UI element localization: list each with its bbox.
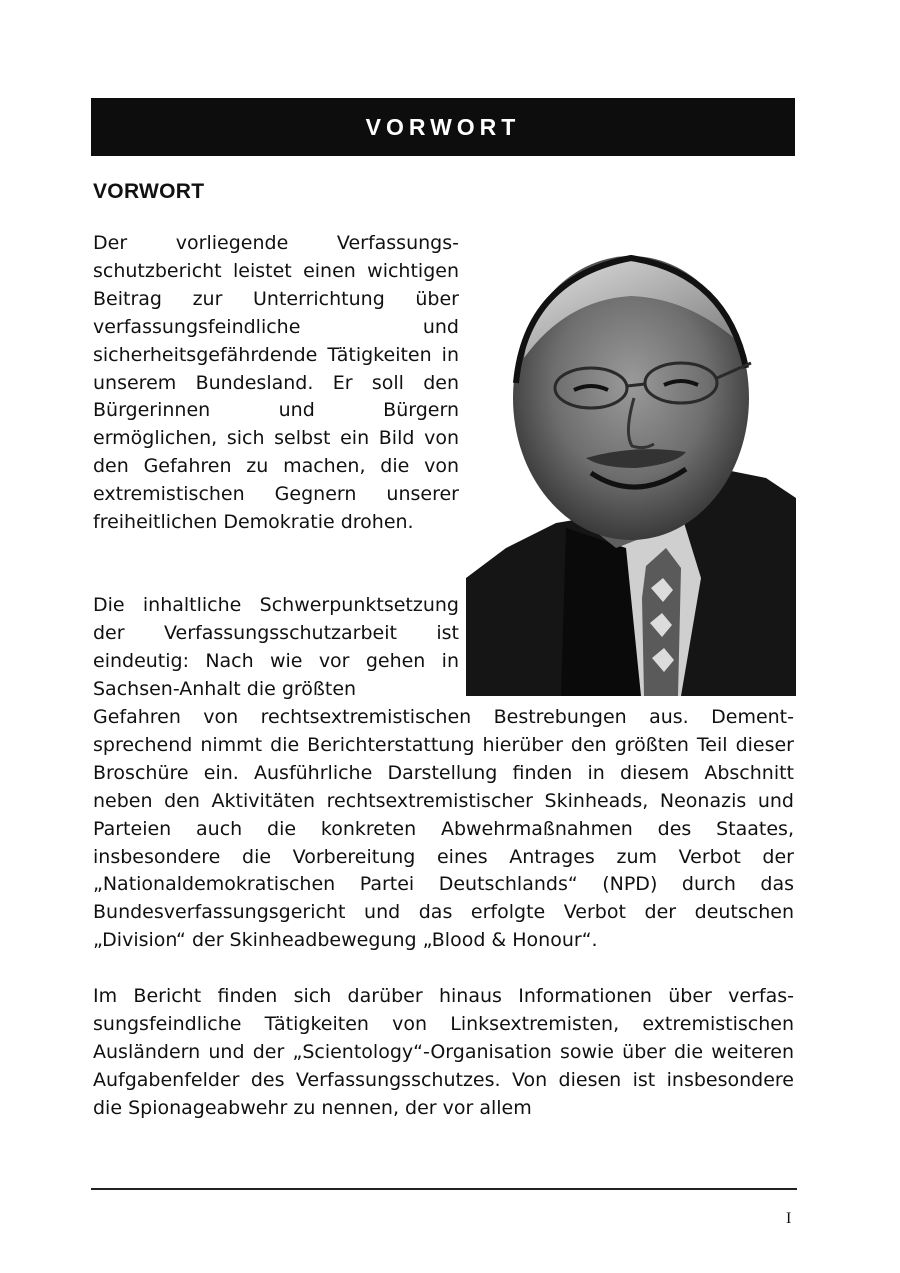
paragraph-focus-continued: Gefahren von rechtsextremistischen Bestrebungen aus. Dementsprechend nimmt die Berichterstattung hierüber den größten Teil dieser Broschüre ein. Ausführliche Darstellung finden in diesem Abschnitt neben den Aktivitäten rechtsextremistischer Skinheads, Neonazis und Parteien auch die konkreten Abwehrmaßnahmen des Staates, insbesondere die Vorbereitung eines Antrages zum Verbot der „Nationaldemokratischen Partei Deutschlands“ (NPD) durch das Bundesverfassungsgericht und das erfolgte Verbot der deutschen „Division“ der Skinheadbewegung „Blood & Honour“. xyxy=(93,706,794,952)
section-banner xyxy=(91,98,795,156)
page-number: I xyxy=(786,1210,792,1227)
footer-divider xyxy=(91,1188,797,1190)
portrait-photo xyxy=(466,248,796,696)
paragraph-further-topics: Im Bericht finden sich darüber hinaus Informationen über verfassungsfeindliche Tätigkeiten von Linksextremisten, extremistischen Ausländern und der „Scientology“-Organisation sowie über die weiteren Aufgabenfelder des Verfassungsschutzes. Von diesen ist insbesondere die Spionageabwehr zu nennen, der vor allem xyxy=(93,985,794,1119)
paragraph-intro: Der vorliegende Verfassungsschutzbericht leistet einen wichtigen Beitrag zur Unterrichtung über verfassungsfeindliche und sicherheitsgefährdende Tätigkeiten in unserem Bundesland. Er soll den Bürgerinnen und Bürgern ermöglichen, sich selbst ein Bild von den Gefahren zu machen, die von extremistischen Gegnern unserer freiheitlichen Demokratie drohen. xyxy=(93,232,459,534)
paragraph-focus-start: Die inhaltliche Schwerpunktsetzung der Verfassungsschutzarbeit ist eindeutig: Nach wie vor gehen in Sachsen-Anhalt die größten xyxy=(93,594,459,700)
banner-title: VORWORT xyxy=(365,113,521,140)
portrait-image xyxy=(466,248,796,696)
page-heading: VORWORT xyxy=(93,180,205,203)
